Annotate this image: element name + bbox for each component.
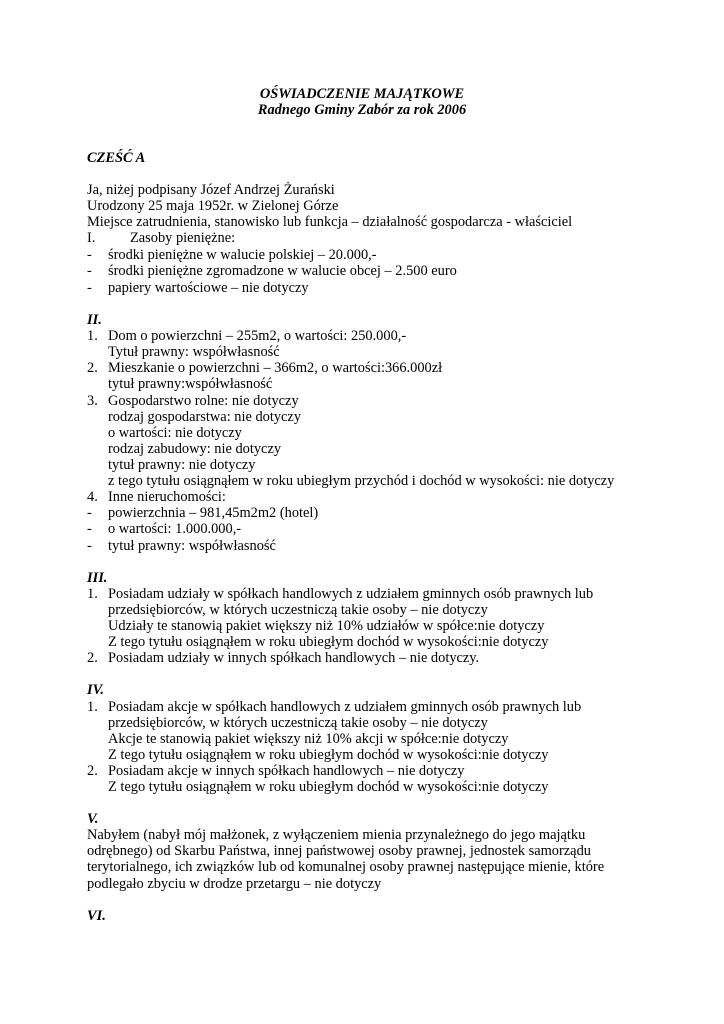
shares-line: Udziały te stanowią pakiet większy niż 10% udziałów w spółce:nie dotyczy bbox=[108, 618, 545, 634]
item-number: 2. bbox=[87, 650, 98, 666]
employment-info: Miejsce zatrudnienia, stanowisko lub funkcja – działalność gospodarcza - właściciel bbox=[87, 214, 573, 230]
stock-line: Z tego tytułu osiągnąłem w roku ubiegłym dochód w wysokości:nie dotyczy bbox=[108, 779, 549, 795]
section-1-label: Zasoby pieniężne: bbox=[130, 230, 236, 246]
item-number: 3. bbox=[87, 393, 98, 409]
other-property-item: Inne nieruchomości: bbox=[108, 489, 226, 505]
section-3-heading: III. bbox=[87, 570, 108, 586]
item-number: 1. bbox=[87, 328, 98, 344]
shares-line: Posiadam udziały w spółkach handlowych z udziałem gminnych osób prawnych lub bbox=[108, 586, 594, 602]
house-item: Dom o powierzchni – 255m2, o wartości: 250.000,- bbox=[108, 328, 407, 344]
item-number: 1. bbox=[87, 586, 98, 602]
apartment-item: Mieszkanie o powierzchni – 366m2, o wartości:366.000zł bbox=[108, 360, 443, 376]
item-number: 1. bbox=[87, 699, 98, 715]
list-item: środki pieniężne w walucie polskiej – 20.000,- bbox=[108, 247, 377, 263]
acquisition-line: podlegało zbyciu w drodze przetargu – nie dotyczy bbox=[87, 876, 382, 892]
document-title: OŚWIADCZENIE MAJĄTKOWE bbox=[259, 86, 465, 102]
acquisition-line: Nabyłem (nabył mój małżonek, z wyłączeniem mienia przynależnego do jego majątku bbox=[87, 827, 586, 843]
section-4-heading: IV. bbox=[87, 682, 104, 698]
bullet-dash: - bbox=[87, 280, 92, 296]
list-item: o wartości: 1.000.000,- bbox=[108, 521, 242, 537]
bullet-dash: - bbox=[87, 247, 92, 263]
list-item: papiery wartościowe – nie dotyczy bbox=[108, 280, 309, 296]
apartment-title: tytuł prawny:współwłasność bbox=[108, 376, 273, 392]
section-2-heading: II. bbox=[87, 312, 102, 328]
bullet-dash: - bbox=[87, 521, 92, 537]
item-number: 2. bbox=[87, 360, 98, 376]
shares-line: Posiadam udziały w innych spółkach handlowych – nie dotyczy. bbox=[108, 650, 480, 666]
house-title: Tytuł prawny: współwłasność bbox=[108, 344, 280, 360]
declarant-name: Ja, niżej podpisany Józef Andrzej Żurański bbox=[87, 182, 335, 198]
list-item: tytuł prawny: współwłasność bbox=[108, 538, 276, 554]
acquisition-line: terytorialnego, ich związków lub od komunalnej osoby prawnej następujące mienie, które bbox=[87, 859, 605, 875]
shares-line: Z tego tytułu osiągnąłem w roku ubiegłym dochód w wysokości:nie dotyczy bbox=[108, 634, 549, 650]
acquisition-line: odrębnego) od Skarbu Państwa, innej państwowej osoby prawnej, jednostek samorządu bbox=[87, 843, 591, 859]
farm-type: rodzaj gospodarstwa: nie dotyczy bbox=[108, 409, 302, 425]
farm-income: z tego tytułu osiągnąłem w roku ubiegłym przychód i dochód w wysokości: nie dotyczy bbox=[108, 473, 615, 489]
list-item: powierzchnia – 981,45m2m2 (hotel) bbox=[108, 505, 319, 521]
farm-item: Gospodarstwo rolne: nie dotyczy bbox=[108, 393, 299, 409]
farm-buildings: rodzaj zabudowy: nie dotyczy bbox=[108, 441, 282, 457]
shares-line: przedsiębiorców, w których uczestniczą takie osoby – nie dotyczy bbox=[108, 602, 488, 618]
bullet-dash: - bbox=[87, 505, 92, 521]
item-number: 4. bbox=[87, 489, 98, 505]
section-6-heading: VI. bbox=[87, 908, 106, 924]
stock-line: Posiadam akcje w innych spółkach handlowych – nie dotyczy bbox=[108, 763, 465, 779]
item-number: 2. bbox=[87, 763, 98, 779]
farm-title: tytuł prawny: nie dotyczy bbox=[108, 457, 256, 473]
bullet-dash: - bbox=[87, 263, 92, 279]
bullet-dash: - bbox=[87, 538, 92, 554]
section-5-heading: V. bbox=[87, 811, 99, 827]
part-a-heading: CZEŚĆ A bbox=[87, 150, 146, 166]
section-1-marker: I. bbox=[87, 230, 96, 246]
stock-line: Z tego tytułu osiągnąłem w roku ubiegłym dochód w wysokości:nie dotyczy bbox=[108, 747, 549, 763]
farm-value: o wartości: nie dotyczy bbox=[108, 425, 242, 441]
list-item: środki pieniężne zgromadzone w walucie obcej – 2.500 euro bbox=[108, 263, 457, 279]
stock-line: przedsiębiorców, w których uczestniczą takie osoby – nie dotyczy bbox=[108, 715, 488, 731]
birth-info: Urodzony 25 maja 1952r. w Zielonej Górze bbox=[87, 198, 339, 214]
document-subtitle: Radnego Gminy Zabór za rok 2006 bbox=[257, 102, 467, 118]
stock-line: Akcje te stanowią pakiet większy niż 10% akcji w spółce:nie dotyczy bbox=[108, 731, 509, 747]
stock-line: Posiadam akcje w spółkach handlowych z udziałem gminnych osób prawnych lub bbox=[108, 699, 582, 715]
